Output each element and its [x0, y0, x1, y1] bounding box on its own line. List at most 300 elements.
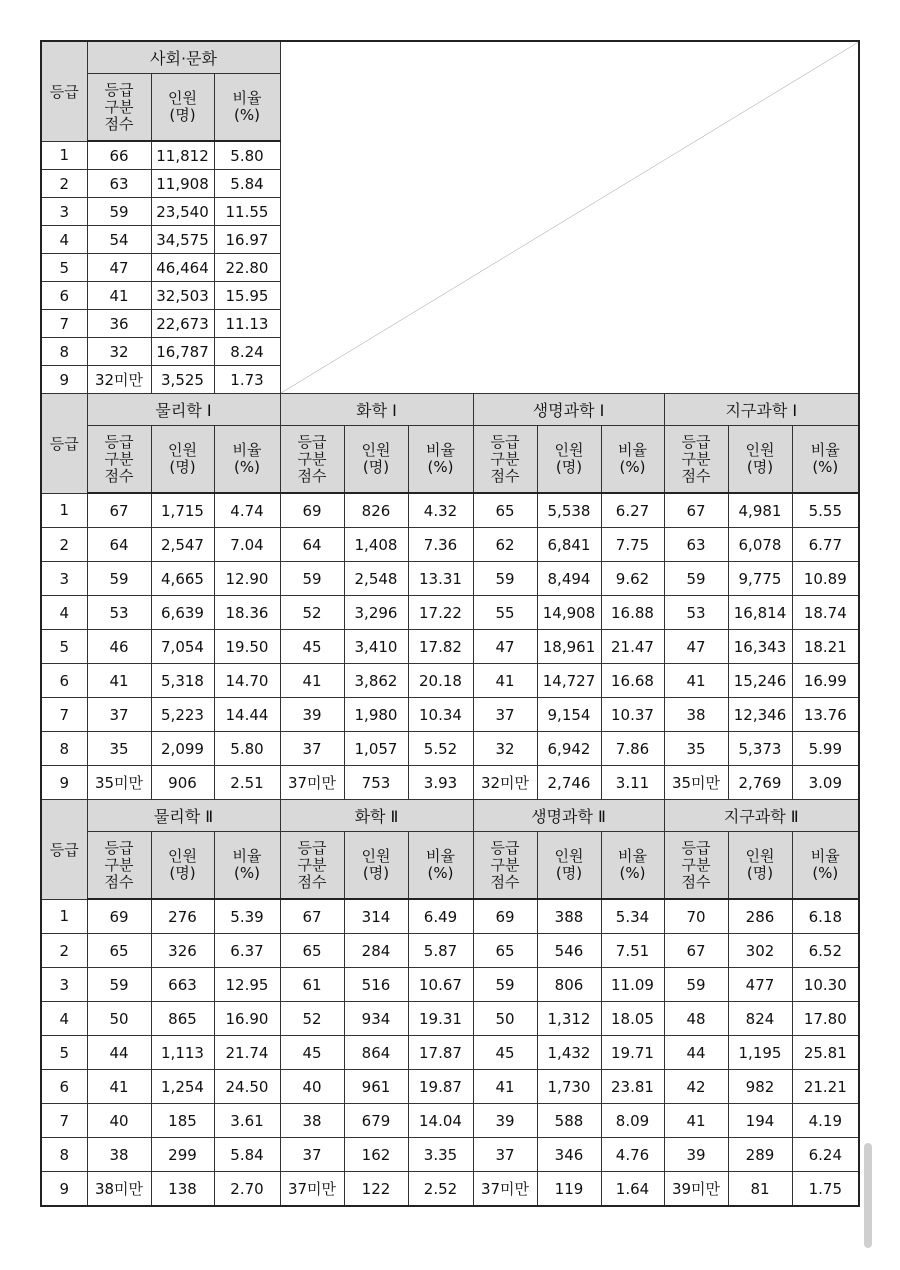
grade-table	[40, 40, 860, 1207]
data-cell: 25.81	[792, 1036, 859, 1070]
data-cell: 5.55	[792, 493, 859, 528]
data-cell: 40	[280, 1070, 344, 1104]
data-cell: 46,464	[151, 254, 214, 282]
data-cell: 14.70	[214, 664, 280, 698]
data-cell: 19.31	[408, 1002, 473, 1036]
data-cell: 12,346	[728, 698, 792, 732]
data-cell: 22,673	[151, 310, 214, 338]
grade-cell: 7	[41, 1104, 87, 1138]
data-cell: 302	[728, 934, 792, 968]
data-cell: 9,775	[728, 562, 792, 596]
data-cell: 41	[473, 664, 537, 698]
table-row	[41, 1172, 859, 1207]
data-cell: 70	[664, 899, 728, 934]
data-cell: 32,503	[151, 282, 214, 310]
data-cell: 7.86	[601, 732, 664, 766]
data-cell: 16.68	[601, 664, 664, 698]
data-cell: 5.80	[214, 732, 280, 766]
grade-cell: 1	[41, 899, 87, 934]
data-cell: 299	[151, 1138, 214, 1172]
data-cell: 14.44	[214, 698, 280, 732]
data-cell: 10.89	[792, 562, 859, 596]
people-header	[344, 426, 408, 494]
score-header-line: 구분	[297, 449, 327, 468]
score-header-line: 구분	[297, 855, 327, 874]
data-cell: 50	[87, 1002, 151, 1036]
data-cell: 14,908	[537, 596, 601, 630]
subject-header: 지구과학 Ⅱ	[664, 800, 859, 832]
grade-cell: 4	[41, 1002, 87, 1036]
data-cell: 32	[473, 732, 537, 766]
data-cell: 6.77	[792, 528, 859, 562]
data-cell: 5.34	[601, 899, 664, 934]
score-header-line: 점수	[490, 872, 520, 891]
grade-cell: 7	[41, 310, 87, 338]
data-cell: 16.90	[214, 1002, 280, 1036]
data-cell: 67	[280, 899, 344, 934]
ratio-header	[601, 832, 664, 900]
score-header-line: 등급	[681, 838, 711, 857]
people-header-line: (명)	[169, 458, 196, 476]
data-cell: 276	[151, 899, 214, 934]
data-cell: 588	[537, 1104, 601, 1138]
ratio-header	[408, 832, 473, 900]
grade-header: 등급	[41, 800, 87, 900]
ratio-header-line: 비율	[618, 441, 647, 459]
data-cell: 2.52	[408, 1172, 473, 1207]
data-cell: 53	[87, 596, 151, 630]
data-cell: 2.70	[214, 1172, 280, 1207]
data-cell: 13.31	[408, 562, 473, 596]
data-cell: 18.74	[792, 596, 859, 630]
data-cell: 477	[728, 968, 792, 1002]
people-header-line: 인원	[168, 847, 197, 865]
data-cell: 119	[537, 1172, 601, 1207]
score-header	[664, 426, 728, 494]
data-cell: 5.84	[214, 170, 280, 198]
people-header-line: (명)	[746, 458, 774, 476]
blank-diagonal-area	[280, 41, 859, 394]
score-header-line: 구분	[490, 855, 520, 874]
score-header-line: 구분	[104, 97, 134, 116]
data-cell: 37	[473, 1138, 537, 1172]
data-cell: 38미만	[87, 1172, 151, 1207]
data-cell: 16.99	[792, 664, 859, 698]
data-cell: 6,942	[537, 732, 601, 766]
data-cell: 7.36	[408, 528, 473, 562]
grade-cell: 6	[41, 664, 87, 698]
data-cell: 2,548	[344, 562, 408, 596]
data-cell: 1,312	[537, 1002, 601, 1036]
data-cell: 314	[344, 899, 408, 934]
grade-cut-table-document	[40, 40, 858, 1207]
score-header-line: 점수	[681, 872, 711, 891]
data-cell: 69	[473, 899, 537, 934]
data-cell: 1.64	[601, 1172, 664, 1207]
table-row	[41, 1002, 859, 1036]
score-header-line: 점수	[104, 872, 134, 891]
table-row	[41, 899, 859, 934]
data-cell: 1,113	[151, 1036, 214, 1070]
score-header	[280, 832, 344, 900]
data-cell: 961	[344, 1070, 408, 1104]
data-cell: 59	[87, 562, 151, 596]
data-cell: 7.51	[601, 934, 664, 968]
data-cell: 59	[664, 968, 728, 1002]
data-cell: 546	[537, 934, 601, 968]
ratio-header-line: (%)	[234, 106, 260, 124]
data-cell: 6,078	[728, 528, 792, 562]
data-cell: 11.13	[214, 310, 280, 338]
ratio-header-line: (%)	[812, 458, 839, 476]
data-cell: 59	[473, 968, 537, 1002]
data-cell: 284	[344, 934, 408, 968]
data-cell: 65	[280, 934, 344, 968]
subject-row	[41, 800, 859, 832]
data-cell: 66	[87, 141, 151, 170]
ratio-header-line: (%)	[619, 864, 646, 882]
ratio-header	[601, 426, 664, 494]
data-cell: 1.73	[214, 366, 280, 394]
score-header	[87, 832, 151, 900]
ratio-header-line: (%)	[812, 864, 839, 882]
data-cell: 37미만	[280, 766, 344, 800]
people-header-line: 인원	[745, 441, 775, 459]
data-cell: 138	[151, 1172, 214, 1207]
data-cell: 52	[280, 596, 344, 630]
data-cell: 37미만	[473, 1172, 537, 1207]
data-cell: 3,410	[344, 630, 408, 664]
ratio-header-line: (%)	[234, 458, 260, 476]
data-cell: 39	[473, 1104, 537, 1138]
data-cell: 65	[473, 934, 537, 968]
data-cell: 16,343	[728, 630, 792, 664]
score-header	[87, 74, 151, 142]
grade-cell: 3	[41, 198, 87, 226]
score-header-line: 구분	[104, 449, 134, 468]
ratio-header-line: 비율	[232, 847, 262, 865]
data-cell: 3.35	[408, 1138, 473, 1172]
score-header-line: 등급	[490, 838, 520, 857]
data-cell: 59	[87, 198, 151, 226]
data-cell: 6.37	[214, 934, 280, 968]
data-cell: 35	[664, 732, 728, 766]
grade-cell: 2	[41, 170, 87, 198]
data-cell: 36	[87, 310, 151, 338]
data-cell: 289	[728, 1138, 792, 1172]
data-cell: 18,961	[537, 630, 601, 664]
score-header	[87, 426, 151, 494]
ratio-header-line: 비율	[232, 89, 262, 107]
ratio-header	[408, 426, 473, 494]
data-cell: 185	[151, 1104, 214, 1138]
people-header-line: 인원	[168, 89, 197, 107]
table-row	[41, 1070, 859, 1104]
data-cell: 18.36	[214, 596, 280, 630]
data-cell: 10.34	[408, 698, 473, 732]
data-cell: 41	[87, 1070, 151, 1104]
data-cell: 16,814	[728, 596, 792, 630]
subject-header: 생명과학 Ⅱ	[473, 800, 664, 832]
data-cell: 39	[664, 1138, 728, 1172]
data-cell: 5,373	[728, 732, 792, 766]
data-cell: 17.80	[792, 1002, 859, 1036]
grade-cell: 5	[41, 630, 87, 664]
grade-header: 등급	[41, 394, 87, 494]
ratio-header	[214, 74, 280, 142]
data-cell: 64	[87, 528, 151, 562]
grade-cell: 7	[41, 698, 87, 732]
data-cell: 38	[280, 1104, 344, 1138]
table-row	[41, 1036, 859, 1070]
grade-header: 등급	[41, 41, 87, 141]
data-cell: 11.09	[601, 968, 664, 1002]
data-cell: 1,715	[151, 493, 214, 528]
data-cell: 54	[87, 226, 151, 254]
score-header-line: 점수	[490, 466, 520, 485]
score-header-line: 등급	[297, 838, 327, 857]
data-cell: 286	[728, 899, 792, 934]
data-cell: 5,538	[537, 493, 601, 528]
data-cell: 32미만	[473, 766, 537, 800]
data-cell: 5,318	[151, 664, 214, 698]
table-row	[41, 968, 859, 1002]
data-cell: 17.87	[408, 1036, 473, 1070]
subject-header: 물리학 Ⅱ	[87, 800, 280, 832]
data-cell: 516	[344, 968, 408, 1002]
ratio-header-line: 비율	[810, 441, 840, 459]
score-header-line: 점수	[297, 872, 327, 891]
table-row	[41, 596, 859, 630]
data-cell: 982	[728, 1070, 792, 1104]
data-cell: 8.24	[214, 338, 280, 366]
score-header-line: 등급	[104, 80, 134, 99]
data-cell: 3,862	[344, 664, 408, 698]
ratio-header-line: 비율	[426, 847, 455, 865]
data-cell: 22.80	[214, 254, 280, 282]
data-cell: 12.90	[214, 562, 280, 596]
data-cell: 16.97	[214, 226, 280, 254]
data-cell: 3.09	[792, 766, 859, 800]
score-header-line: 등급	[104, 432, 134, 451]
data-cell: 35	[87, 732, 151, 766]
data-cell: 19.71	[601, 1036, 664, 1070]
people-header-line: (명)	[169, 106, 196, 124]
data-cell: 62	[473, 528, 537, 562]
people-header-line: 인원	[361, 441, 391, 459]
table-row	[41, 493, 859, 528]
data-cell: 23,540	[151, 198, 214, 226]
data-cell: 37	[473, 698, 537, 732]
score-header-line: 점수	[297, 466, 327, 485]
data-cell: 11.55	[214, 198, 280, 226]
data-cell: 864	[344, 1036, 408, 1070]
data-cell: 47	[664, 630, 728, 664]
data-cell: 6,639	[151, 596, 214, 630]
data-cell: 7.75	[601, 528, 664, 562]
data-cell: 21.74	[214, 1036, 280, 1070]
grade-cell: 2	[41, 528, 87, 562]
data-cell: 388	[537, 899, 601, 934]
people-header-line: (명)	[362, 458, 390, 476]
data-cell: 35미만	[87, 766, 151, 800]
table-row	[41, 698, 859, 732]
score-header-line: 등급	[681, 432, 711, 451]
ratio-header-line: 비율	[810, 847, 840, 865]
data-cell: 59	[87, 968, 151, 1002]
data-cell: 4.32	[408, 493, 473, 528]
scrollbar[interactable]	[864, 1143, 872, 1248]
data-cell: 194	[728, 1104, 792, 1138]
grade-cell: 8	[41, 732, 87, 766]
subject-header: 화학 Ⅰ	[280, 394, 473, 426]
data-cell: 6,841	[537, 528, 601, 562]
data-cell: 67	[87, 493, 151, 528]
people-header-line: (명)	[169, 864, 196, 882]
data-cell: 18.05	[601, 1002, 664, 1036]
data-cell: 6.24	[792, 1138, 859, 1172]
data-cell: 2,769	[728, 766, 792, 800]
data-cell: 11,812	[151, 141, 214, 170]
data-cell: 15,246	[728, 664, 792, 698]
data-cell: 5.80	[214, 141, 280, 170]
data-cell: 18.21	[792, 630, 859, 664]
data-cell: 46	[87, 630, 151, 664]
data-cell: 6.49	[408, 899, 473, 934]
grade-cell: 5	[41, 254, 87, 282]
data-cell: 37	[280, 1138, 344, 1172]
data-cell: 4,665	[151, 562, 214, 596]
score-header-line: 구분	[681, 855, 711, 874]
data-cell: 3.93	[408, 766, 473, 800]
table-row	[41, 664, 859, 698]
data-cell: 663	[151, 968, 214, 1002]
data-cell: 4.76	[601, 1138, 664, 1172]
data-cell: 10.30	[792, 968, 859, 1002]
data-cell: 34,575	[151, 226, 214, 254]
data-cell: 21.47	[601, 630, 664, 664]
data-cell: 5.87	[408, 934, 473, 968]
ratio-header-line: 비율	[618, 847, 647, 865]
score-header	[473, 832, 537, 900]
data-cell: 824	[728, 1002, 792, 1036]
data-cell: 53	[664, 596, 728, 630]
score-header-line: 등급	[104, 838, 134, 857]
data-cell: 5.99	[792, 732, 859, 766]
data-cell: 6.18	[792, 899, 859, 934]
ratio-header	[214, 832, 280, 900]
data-cell: 45	[280, 630, 344, 664]
data-cell: 12.95	[214, 968, 280, 1002]
data-cell: 11,908	[151, 170, 214, 198]
grade-cell: 9	[41, 766, 87, 800]
table-row	[41, 528, 859, 562]
data-cell: 67	[664, 493, 728, 528]
data-cell: 16.88	[601, 596, 664, 630]
grade-cell: 2	[41, 934, 87, 968]
people-header	[344, 832, 408, 900]
data-cell: 3,296	[344, 596, 408, 630]
people-header-line: (명)	[555, 864, 583, 882]
data-cell: 17.22	[408, 596, 473, 630]
grade-cell: 3	[41, 968, 87, 1002]
data-cell: 15.95	[214, 282, 280, 310]
score-header	[664, 832, 728, 900]
people-header-line: 인원	[168, 441, 197, 459]
data-cell: 41	[664, 664, 728, 698]
data-cell: 906	[151, 766, 214, 800]
table-row	[41, 934, 859, 968]
people-header	[151, 74, 214, 142]
table-row	[41, 732, 859, 766]
score-header-line: 등급	[297, 432, 327, 451]
people-header	[151, 832, 214, 900]
people-header-line: (명)	[555, 458, 583, 476]
ratio-header-line: (%)	[427, 458, 454, 476]
data-cell: 44	[87, 1036, 151, 1070]
data-cell: 16,787	[151, 338, 214, 366]
grade-cell: 9	[41, 1172, 87, 1207]
grade-cell: 6	[41, 1070, 87, 1104]
data-cell: 65	[87, 934, 151, 968]
data-cell: 1,432	[537, 1036, 601, 1070]
data-cell: 17.82	[408, 630, 473, 664]
data-cell: 52	[280, 1002, 344, 1036]
data-cell: 41	[280, 664, 344, 698]
score-header-line: 점수	[104, 114, 134, 133]
ratio-header-line: (%)	[427, 864, 454, 882]
data-cell: 59	[473, 562, 537, 596]
data-cell: 38	[87, 1138, 151, 1172]
data-cell: 50	[473, 1002, 537, 1036]
data-cell: 19.50	[214, 630, 280, 664]
people-header-line: 인원	[361, 847, 391, 865]
ratio-header-line: (%)	[234, 864, 260, 882]
data-cell: 5.52	[408, 732, 473, 766]
data-cell: 4.74	[214, 493, 280, 528]
data-cell: 39	[280, 698, 344, 732]
data-cell: 55	[473, 596, 537, 630]
data-cell: 8,494	[537, 562, 601, 596]
data-cell: 59	[664, 562, 728, 596]
data-cell: 64	[280, 528, 344, 562]
data-cell: 1,254	[151, 1070, 214, 1104]
people-header-line: (명)	[362, 864, 390, 882]
column-header-row	[41, 832, 859, 900]
data-cell: 1,730	[537, 1070, 601, 1104]
data-cell: 45	[473, 1036, 537, 1070]
data-cell: 865	[151, 1002, 214, 1036]
data-cell: 41	[87, 282, 151, 310]
data-cell: 19.87	[408, 1070, 473, 1104]
data-cell: 41	[664, 1104, 728, 1138]
score-header	[280, 426, 344, 494]
data-cell: 2,099	[151, 732, 214, 766]
data-cell: 65	[473, 493, 537, 528]
score-header	[473, 426, 537, 494]
table-row	[41, 630, 859, 664]
table-row	[41, 766, 859, 800]
data-cell: 35미만	[664, 766, 728, 800]
people-header-line: 인원	[554, 847, 584, 865]
data-cell: 122	[344, 1172, 408, 1207]
data-cell: 37	[280, 732, 344, 766]
table-row	[41, 1138, 859, 1172]
data-cell: 67	[664, 934, 728, 968]
data-cell: 24.50	[214, 1070, 280, 1104]
data-cell: 48	[664, 1002, 728, 1036]
people-header-line: 인원	[745, 847, 775, 865]
